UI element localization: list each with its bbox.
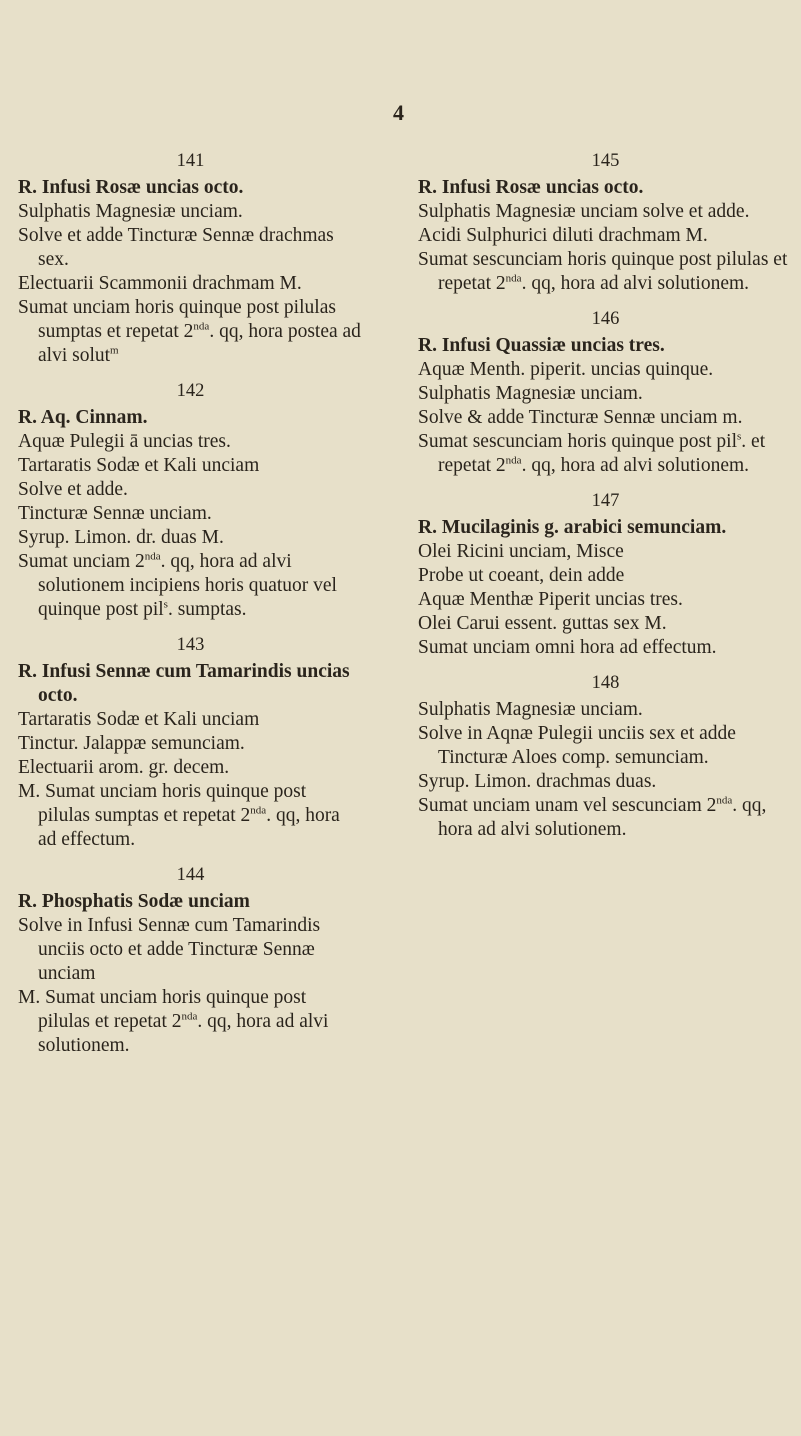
recipe-line: R. Infusi Sennæ cum Tamarindis uncias octo. xyxy=(18,661,350,706)
recipe-line: Tinctur. Jalappæ semunciam. xyxy=(18,733,245,754)
recipe-143 xyxy=(18,634,363,852)
recipe-line: Solve & adde Tincturæ Sennæ unciam m. xyxy=(418,407,743,428)
recipe-145 xyxy=(418,150,793,296)
recipe-line: Electuarii arom. gr. decem. xyxy=(18,757,230,778)
recipe-line: Tartaratis Sodæ et Kali unciam xyxy=(18,709,260,730)
recipe-line: Syrup. Limon. drachmas duas. xyxy=(418,771,657,792)
recipe-number: 146 xyxy=(591,309,620,329)
left-column xyxy=(18,150,363,1070)
recipe-144 xyxy=(18,864,363,1058)
recipe-line: Solve et adde Tincturæ Sennæ drachmas sex. xyxy=(18,225,334,270)
recipe-line: M. Sumat unciam horis quinque post pilulas et repetat $2^{nda}$. qq, hora ad alvi solutionem. xyxy=(18,987,329,1056)
recipe-number: 141 xyxy=(176,151,205,171)
recipe-line: Sulphatis Magnesiæ unciam solve et adde. xyxy=(418,201,750,222)
recipe-number: 148 xyxy=(591,673,620,693)
recipe-line: Sumat unciam omni hora ad effectum. xyxy=(418,637,717,658)
recipe-line: Sulphatis Magnesiæ unciam. xyxy=(18,201,243,222)
recipe-line: Sulphatis Magnesiæ unciam. xyxy=(418,699,643,720)
recipe-line: Probe ut coeant, dein adde xyxy=(418,565,625,586)
recipe-line: Sumat unciam horis quinque post pilulas sumptas et repetat $2^{nda}$. qq, hora postea ad alvi solut$^m$ xyxy=(18,297,361,366)
recipe-line: R. Infusi Quassiæ uncias tres. xyxy=(418,335,665,356)
recipe-number: 147 xyxy=(591,491,620,511)
recipe-147 xyxy=(418,490,793,660)
recipe-line: R. Mucilaginis g. arabici semunciam. xyxy=(418,517,727,538)
recipe-line: Solve et adde. xyxy=(18,479,128,500)
recipe-line: Aquæ Menthæ Piperit uncias tres. xyxy=(418,589,683,610)
recipe-line: Tartaratis Sodæ et Kali unciam xyxy=(18,455,260,476)
recipe-line: Solve in Aqnæ Pulegii unciis sex et adde Tincturæ Aloes comp. semunciam. xyxy=(418,723,736,768)
recipe-number: 144 xyxy=(176,865,205,885)
recipe-line: Syrup. Limon. dr. duas M. xyxy=(18,527,224,548)
recipe-line: Sumat sescunciam horis quinque post pilulas et repetat $2^{nda}$. qq, hora ad alvi solutionem. xyxy=(418,249,788,294)
recipe-line: Sumat sescunciam horis quinque post pil$^s$. et repetat $2^{nda}$. qq, hora ad alvi solutionem. xyxy=(418,430,766,476)
recipe-number: 145 xyxy=(591,151,620,171)
recipe-141 xyxy=(18,150,363,368)
recipe-line: Aquæ Menth. piperit. uncias quinque. xyxy=(418,359,714,380)
recipe-line: Tincturæ Sennæ unciam. xyxy=(18,503,212,524)
recipe-number: 142 xyxy=(176,381,205,401)
recipe-line: R. Aq. Cinnam. xyxy=(18,407,148,428)
recipe-line: Olei Carui essent. guttas sex M. xyxy=(418,613,667,634)
recipe-line: R. Infusi Rosæ uncias octo. xyxy=(18,177,244,198)
recipe-line: R. Infusi Rosæ uncias octo. xyxy=(418,177,644,198)
recipe-line: Solve in Infusi Sennæ cum Tamarindis unciis octo et adde Tincturæ Sennæ unciam xyxy=(18,915,321,984)
page-number: 4 xyxy=(393,100,404,125)
recipe-line: M. Sumat unciam horis quinque post pilulas sumptas et repetat $2^{nda}$. qq, hora ad effectum. xyxy=(18,781,340,850)
recipe-line: Sulphatis Magnesiæ unciam. xyxy=(418,383,643,404)
recipe-line: Electuarii Scammonii drachmam M. xyxy=(18,273,302,294)
recipe-line: Aquæ Pulegii ā uncias tres. xyxy=(18,431,231,452)
recipe-line: Acidi Sulphurici diluti drachmam M. xyxy=(418,225,708,246)
recipe-number: 143 xyxy=(176,635,205,655)
recipe-line: Olei Ricini unciam, Misce xyxy=(418,541,624,562)
recipe-line: Sumat unciam unam vel sescunciam $2^{nda}$. qq, hora ad alvi solutionem. xyxy=(418,794,767,840)
recipe-line: Sumat unciam $2^{nda}$. qq, hora ad alvi solutionem incipiens horis quatuor vel quinque post pil$^s$. sumptas. xyxy=(18,550,337,620)
recipe-line: R. Phosphatis Sodæ unciam xyxy=(18,891,250,912)
recipe-148 xyxy=(418,672,793,842)
recipe-142 xyxy=(18,380,363,622)
recipe-146 xyxy=(418,308,793,478)
right-column xyxy=(418,150,793,854)
